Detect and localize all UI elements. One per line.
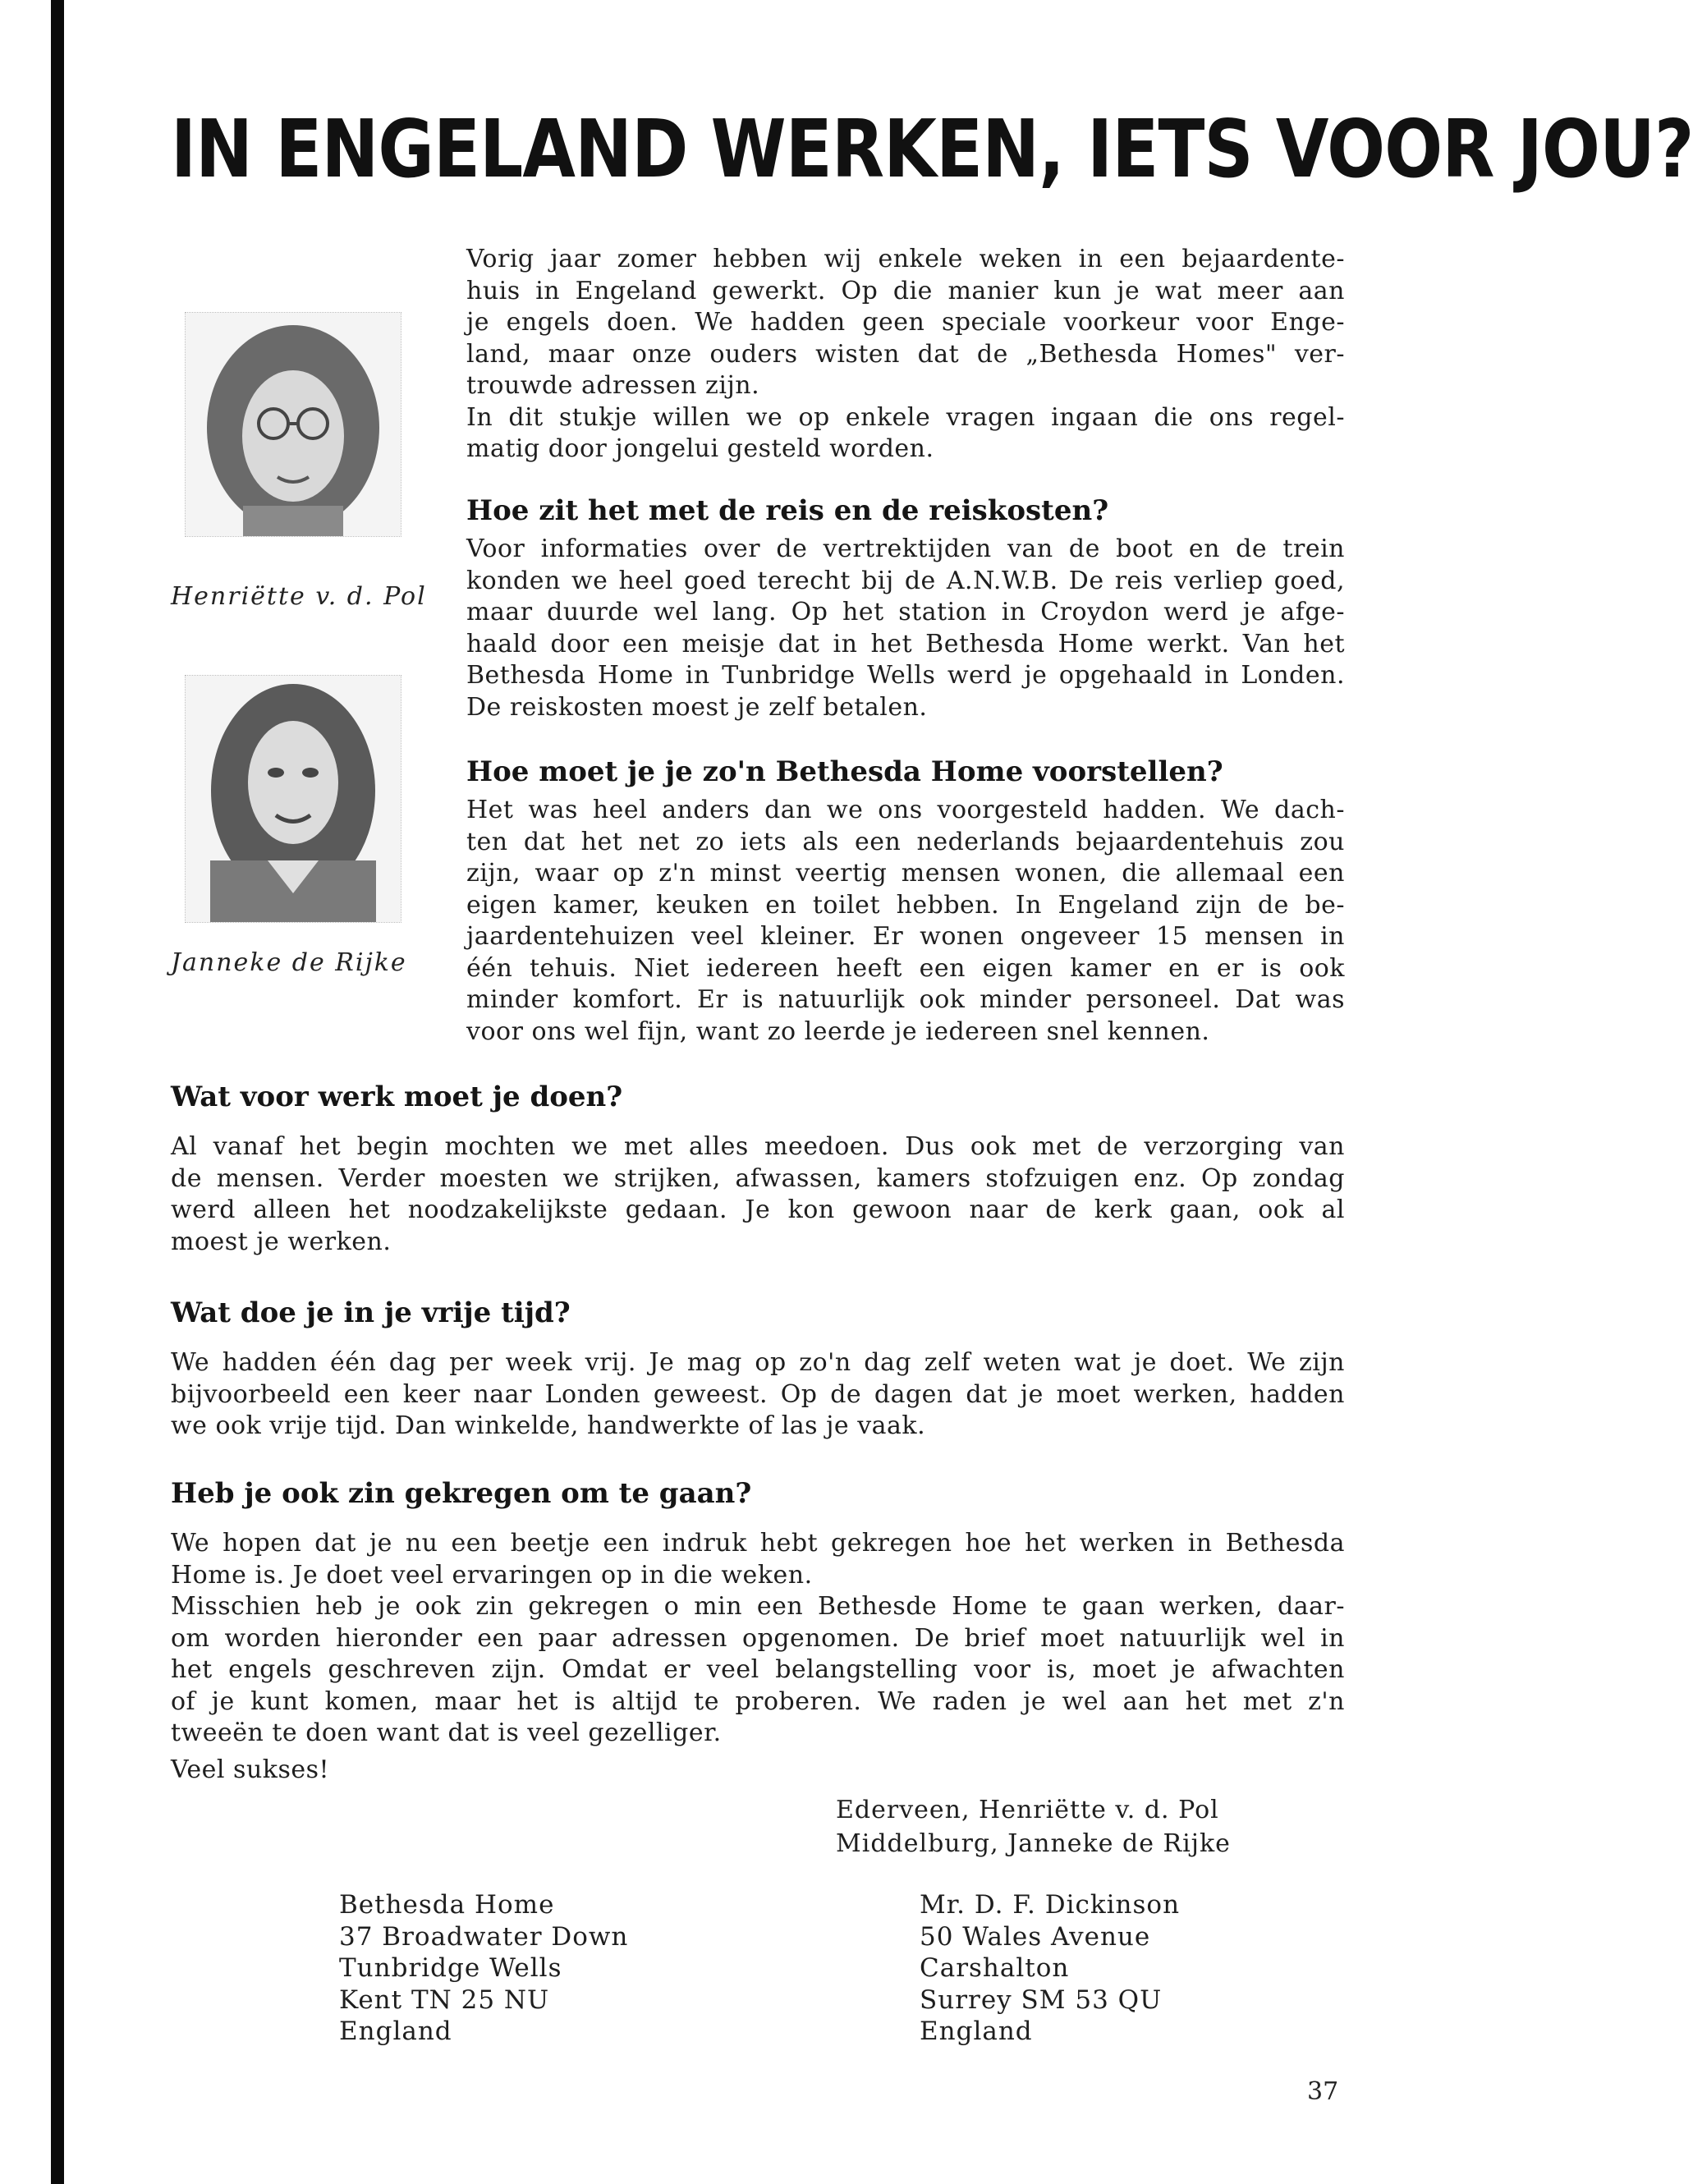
text-line: trouwde adressen zijn. <box>466 371 760 400</box>
text-line: We hadden één dag per week vrij. Je mag op zo'n dag zelf weten wat je doet. We zijn <box>171 1348 1345 1377</box>
signature <box>836 1793 1231 1861</box>
section-reis <box>466 493 1345 723</box>
text-line: Al vanaf het begin mochten we met alles meedoen. Dus ook met de verzorging van <box>171 1132 1345 1161</box>
text-line: Vorig jaar zomer hebben wij enkele weken in een bejaardente- <box>466 245 1345 273</box>
text-line: minder komfort. Er is natuurlijk ook minder personeel. Dat was <box>466 985 1345 1014</box>
text-line: jaardentehuizen veel kleiner. Er wonen ongeveer 15 mensen in <box>466 922 1345 951</box>
text-line: konden we heel goed terecht bij de A.N.W.B. De reis verliep goed, <box>466 566 1345 595</box>
section-heading: Heb je ook zin gekregen om te gaan? <box>171 1477 752 1510</box>
text-line: bijvoorbeeld een keer naar Londen geweest. Op de dagen dat je moet werken, hadden <box>171 1379 1345 1409</box>
section-heading: Wat voor werk moet je doen? <box>171 1081 623 1113</box>
section-werk <box>171 1079 1345 1258</box>
address-line: England <box>339 2017 452 2046</box>
address-line: Carshalton <box>920 1953 1070 1983</box>
address-dickinson <box>920 1889 1180 2048</box>
section-vrije-tijd <box>171 1295 1345 1443</box>
text-line: we ook vrije tijd. Dan winkelde, handwerkte of las je vaak. <box>171 1411 926 1440</box>
address-line: Tunbridge Wells <box>339 1953 562 1983</box>
signature-line: Middelburg, Janneke de Rijke <box>836 1829 1231 1858</box>
address-bethesda-home <box>339 1889 628 2048</box>
text-line: We hopen dat je nu een beetje een indruk hebt gekregen hoe het werken in Bethesda <box>171 1529 1345 1558</box>
address-line: Surrey SM 53 QU <box>920 1984 1163 2015</box>
text-line: om worden hieronder een paar adressen opgenomen. De brief moet natuurlijk wel in <box>171 1623 1345 1653</box>
address-line: Mr. D. F. Dickinson <box>920 1890 1181 1920</box>
portrait-illustration <box>186 676 401 922</box>
portrait-illustration <box>186 313 401 536</box>
section-heading: Hoe moet je je zo'n Bethesda Home voorstellen? <box>466 755 1223 788</box>
text-line: het engels geschreven zijn. Omdat er veel belangstelling voor is, moet je afwachten <box>171 1655 1345 1684</box>
text-line: matig door jongelui gesteld worden. <box>466 434 934 463</box>
page-number: 37 <box>1307 2077 1339 2106</box>
address-line: Kent TN 25 NU <box>339 1984 550 2015</box>
text-line: In dit stukje willen we op enkele vragen ingaan die ons regel- <box>466 402 1345 432</box>
section-heading: Wat doe je in je vrije tijd? <box>171 1296 571 1329</box>
section-zin-gekregen <box>171 1475 1345 1786</box>
text-line: tweeën te doen want dat is veel gezelliger. <box>171 1718 722 1747</box>
portrait-photo-janneke <box>185 675 401 923</box>
address-line: 37 Broadwater Down <box>339 1921 629 1952</box>
text-line: je engels doen. We hadden geen speciale voorkeur voor Enge- <box>466 308 1345 337</box>
text-line: Het was heel anders dan we ons voorgesteld hadden. We dach- <box>466 796 1345 824</box>
photo-caption-janneke: Janneke de Rijke <box>171 948 407 977</box>
text-line: de mensen. Verder moesten we strijken, afwassen, kamers stofzuigen enz. Op zondag <box>171 1163 1345 1193</box>
address-line: England <box>920 2017 1033 2046</box>
intro-paragraph <box>466 244 1345 466</box>
portrait-photo-henriette <box>185 312 401 537</box>
text-line: land, maar onze ouders wisten dat de „Bethesda Homes" ver- <box>466 339 1345 369</box>
section-heading: Hoe zit het met de reis en de reiskosten? <box>466 494 1109 527</box>
text-line: zijn, waar op z'n minst veertig mensen wonen, die allemaal een <box>466 859 1345 888</box>
text-line: Home is. Je doet veel ervaringen op in die weken. <box>171 1560 813 1590</box>
text-line: huis in Engeland gewerkt. Op die manier kun je wat meer aan <box>466 276 1345 305</box>
article-title: IN ENGELAND WERKEN, IETS VOOR JOU? <box>171 103 1693 195</box>
text-line: moest je werken. <box>171 1227 392 1256</box>
address-line: 50 Wales Avenue <box>920 1921 1151 1952</box>
text-line: één tehuis. Niet iedereen heeft een eigen kamer en er is ook <box>466 953 1345 983</box>
text-line: Veel sukses! <box>171 1755 330 1784</box>
page-spine-bar <box>51 0 64 2184</box>
text-line: Voor informaties over de vertrektijden van de boot en de trein <box>466 535 1345 563</box>
section-bethesda-home <box>466 754 1345 1048</box>
text-line: ten dat het net zo iets als een nederlands bejaardentehuis zou <box>466 827 1345 856</box>
text-line: De reiskosten moest je zelf betalen. <box>466 692 928 722</box>
text-line: eigen kamer, keuken en toilet hebben. In Engeland zijn de be- <box>466 890 1345 920</box>
text-line: Bethesda Home in Tunbridge Wells werd je opgehaald in Londen. <box>466 661 1345 690</box>
photo-caption-henriette: Henriëtte v. d. Pol <box>171 582 427 611</box>
text-line: voor ons wel fijn, want zo leerde je iedereen snel kennen. <box>466 1016 1210 1046</box>
text-line: maar duurde wel lang. Op het station in Croydon werd je afge- <box>466 598 1345 626</box>
text-line: werd alleen het noodzakelijkste gedaan. Je kon gewoon naar de kerk gaan, ook al <box>171 1195 1345 1224</box>
signature-line: Ederveen, Henriëtte v. d. Pol <box>836 1796 1219 1824</box>
text-line: haald door een meisje dat in het Bethesda Home werkt. Van het <box>466 629 1345 658</box>
text-line: of je kunt komen, maar het is altijd te proberen. We raden je wel aan het met z'n <box>171 1686 1345 1716</box>
address-line: Bethesda Home <box>339 1890 555 1920</box>
text-line: Misschien heb je ook zin gekregen o min een Bethesde Home te gaan werken, daar- <box>171 1592 1345 1621</box>
